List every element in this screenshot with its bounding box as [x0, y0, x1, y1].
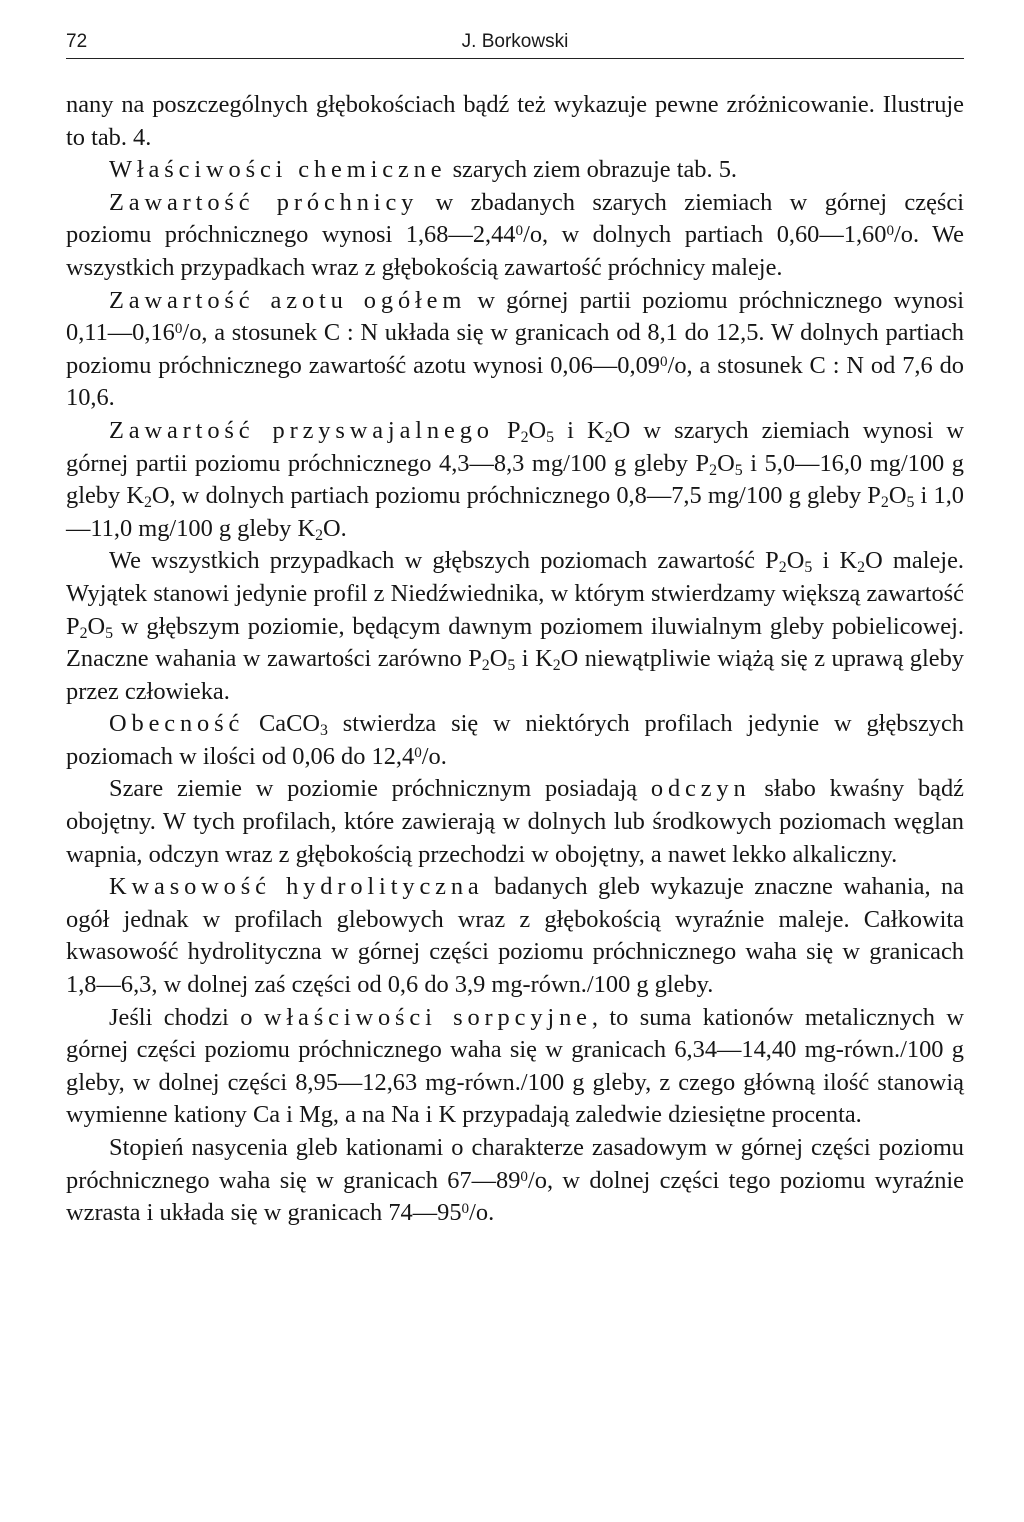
superscript: 0 [174, 321, 183, 338]
text-run: O [489, 645, 508, 673]
body-text [66, 89, 964, 1230]
text-run: We wszystkich przypadkach w głębszych poziomach zawartość P [109, 547, 779, 575]
superscript: 0 [886, 223, 895, 240]
text-run: Stopień nasycenia gleb kationami o charakterze zasadowym w górnej części poziomu próchnicznego waha się w granicach 67—89 [66, 1134, 964, 1194]
running-head: J. Borkowski [461, 31, 569, 52]
subscript: 2 [481, 657, 490, 675]
text-run: /o. We wszystkich przypadkach wraz z głębokością zawartość próchnicy maleje. [66, 221, 964, 281]
text-run: O [888, 482, 907, 510]
subscript: 2 [709, 461, 718, 479]
subscript: 5 [906, 494, 915, 512]
text-run: Jeśli chodzi o [109, 1003, 264, 1031]
text-run: Szare ziemie w poziomie próchnicznym posiadają [109, 775, 651, 803]
spaced-heading-text: Zawartość przyswajalnego [109, 416, 494, 444]
subscript: 5 [804, 559, 813, 577]
text-run: O, w dolnych partiach poziomu próchnicznego 0,8—7,5 mg/100 g gleby P [151, 482, 881, 510]
text-run: /o, a stosunek C : N układa się w granicach od 8,1 do 12,5. W dolnych partiach poziomu próchnicznego zawartość azotu wynosi 0,06—0,09 [66, 319, 964, 379]
paragraph [66, 773, 964, 871]
paragraph [66, 545, 964, 708]
superscript: 0 [461, 1201, 470, 1218]
text-run: w głębszym poziomie, będącym dawnym poziomem iluwialnym gleby pobielicowej. Znaczne wahania w zawartości zarówno P [66, 612, 964, 673]
subscript: 2 [604, 428, 613, 446]
text-run: i 1,0—11,0 mg/100 g gleby K [66, 482, 964, 542]
text-run: O [717, 449, 735, 477]
page-number: 72 [66, 31, 88, 52]
subscript: 3 [320, 722, 328, 740]
subscript: 2 [778, 559, 787, 577]
subscript: 5 [546, 428, 555, 446]
paragraph [66, 187, 964, 285]
text-run: O w szarych ziemiach wynosi w górnej partii poziomu próchnicznego 4,3—8,3 mg/100 g gleby P [66, 416, 964, 477]
text-run: w górnej partii poziomu próchnicznego wynosi 0,11—0,16 [66, 286, 964, 347]
text-run: P [493, 416, 521, 444]
text-run: w zbadanych szarych ziemiach w górnej części poziomu próchnicznego wynosi 1,68—2,44 [66, 188, 964, 249]
paragraph [66, 89, 964, 154]
paragraph [66, 154, 964, 187]
paragraph [66, 1002, 964, 1132]
superscript: 0 [520, 1168, 528, 1185]
text-run: O niewątpliwie wiążą się z uprawą gleby przez człowieka. [66, 645, 964, 705]
text-run: /o, w dolnych partiach 0,60—1,60 [523, 221, 887, 249]
spaced-heading-text: Kwasowość hydrolityczna [109, 873, 484, 901]
document-page [66, 28, 964, 1230]
text-run: O [528, 416, 547, 444]
subscript: 5 [507, 657, 516, 675]
spaced-heading-text: Obecność [109, 710, 245, 738]
paragraph [66, 415, 964, 545]
subscript: 2 [857, 559, 866, 577]
text-run: O [786, 547, 805, 575]
text-run: i 5,0—16,0 mg/100 g gleby K [66, 449, 964, 510]
superscript: 0 [414, 745, 422, 762]
spaced-heading-text: właściwości sorpcyjne [263, 1003, 592, 1031]
superscript: 0 [660, 353, 668, 370]
text-run: słabo kwaśny bądź obojętny. W tych profilach, które zawierają w dolnych lub środkowych poziomach węglan wapnia, odczyn wraz z głębokością przechodzi w obojętny, a nawet lekko alkaliczny. [66, 775, 964, 868]
header-rule [66, 58, 964, 59]
spaced-heading-text: odczyn [650, 775, 751, 803]
text-run: /o. [421, 742, 447, 770]
paragraph [66, 285, 964, 415]
paragraph [66, 1132, 964, 1230]
text-run: szarych ziem obrazuje tab. 5. [446, 156, 737, 184]
text-run: i K [812, 547, 858, 575]
text-run: /o, a stosunek C : N od 7,6 do 10,6. [66, 351, 964, 412]
text-run: /o. [469, 1199, 495, 1227]
subscript: 5 [105, 624, 114, 642]
subscript: 2 [880, 494, 889, 512]
subscript: 2 [315, 526, 324, 544]
text-run: /o, w dolnej części tego poziomu wyraźnie wzrasta i układa się w granicach 74—95 [66, 1166, 964, 1227]
paragraph [66, 871, 964, 1001]
spaced-heading-text: Zawartość azotu ogółem [109, 286, 467, 314]
text-run: O. [323, 514, 347, 542]
text-run: nany na poszczególnych głębokościach bądź też wykazuje pewne zróżnicowanie. Ilustruje to tab. 4. [66, 91, 964, 151]
spaced-heading-text: Właściwości chemiczne [109, 156, 447, 184]
text-run: i K [554, 416, 605, 444]
spaced-heading-text: Zawartość próchnicy [109, 188, 419, 216]
text-run: O maleje. Wyjątek stanowi jedynie profil z Niedźwiednika, w którym stwierdzamy większą zawartość P [66, 547, 965, 640]
paragraph [66, 708, 964, 773]
subscript: 2 [520, 428, 529, 446]
page-header [66, 28, 964, 58]
text-run: O [87, 612, 106, 640]
text-run: stwierdza się w niektórych profilach jedynie w głębszych poziomach w ilości od 0,06 do 12,4 [66, 710, 965, 770]
subscript: 2 [79, 624, 88, 642]
subscript: 2 [552, 657, 561, 675]
text-run: , to suma kationów metalicznych w górnej części poziomu próchnicznego waha się w granicach 6,34—14,40 mg-równ./100 g gleby, w dolnej części 8,95—12,63 mg-równ./100 g gleby, z czego główną ilość stanowią wymienne kationy Ca i Mg, a na Na i K przypadają zaledwie dziesiętne procenta. [66, 1003, 964, 1129]
subscript: 2 [143, 494, 152, 512]
text-run: i K [515, 645, 553, 673]
text-run: CaCO [244, 710, 321, 738]
text-run: badanych gleb wykazuje znaczne wahania, na ogół jednak w profilach glebowych wraz z głębokością wyraźnie maleje. Całkowita kwasowość hydrolityczna w górnej części poziomu próchnicznego waha się w granicach 1,8—6,3, w dolnej zaś części od 0,6 do 3,9 mg-równ./100 g gleby. [66, 873, 964, 999]
superscript: 0 [515, 223, 524, 240]
subscript: 5 [734, 461, 743, 479]
